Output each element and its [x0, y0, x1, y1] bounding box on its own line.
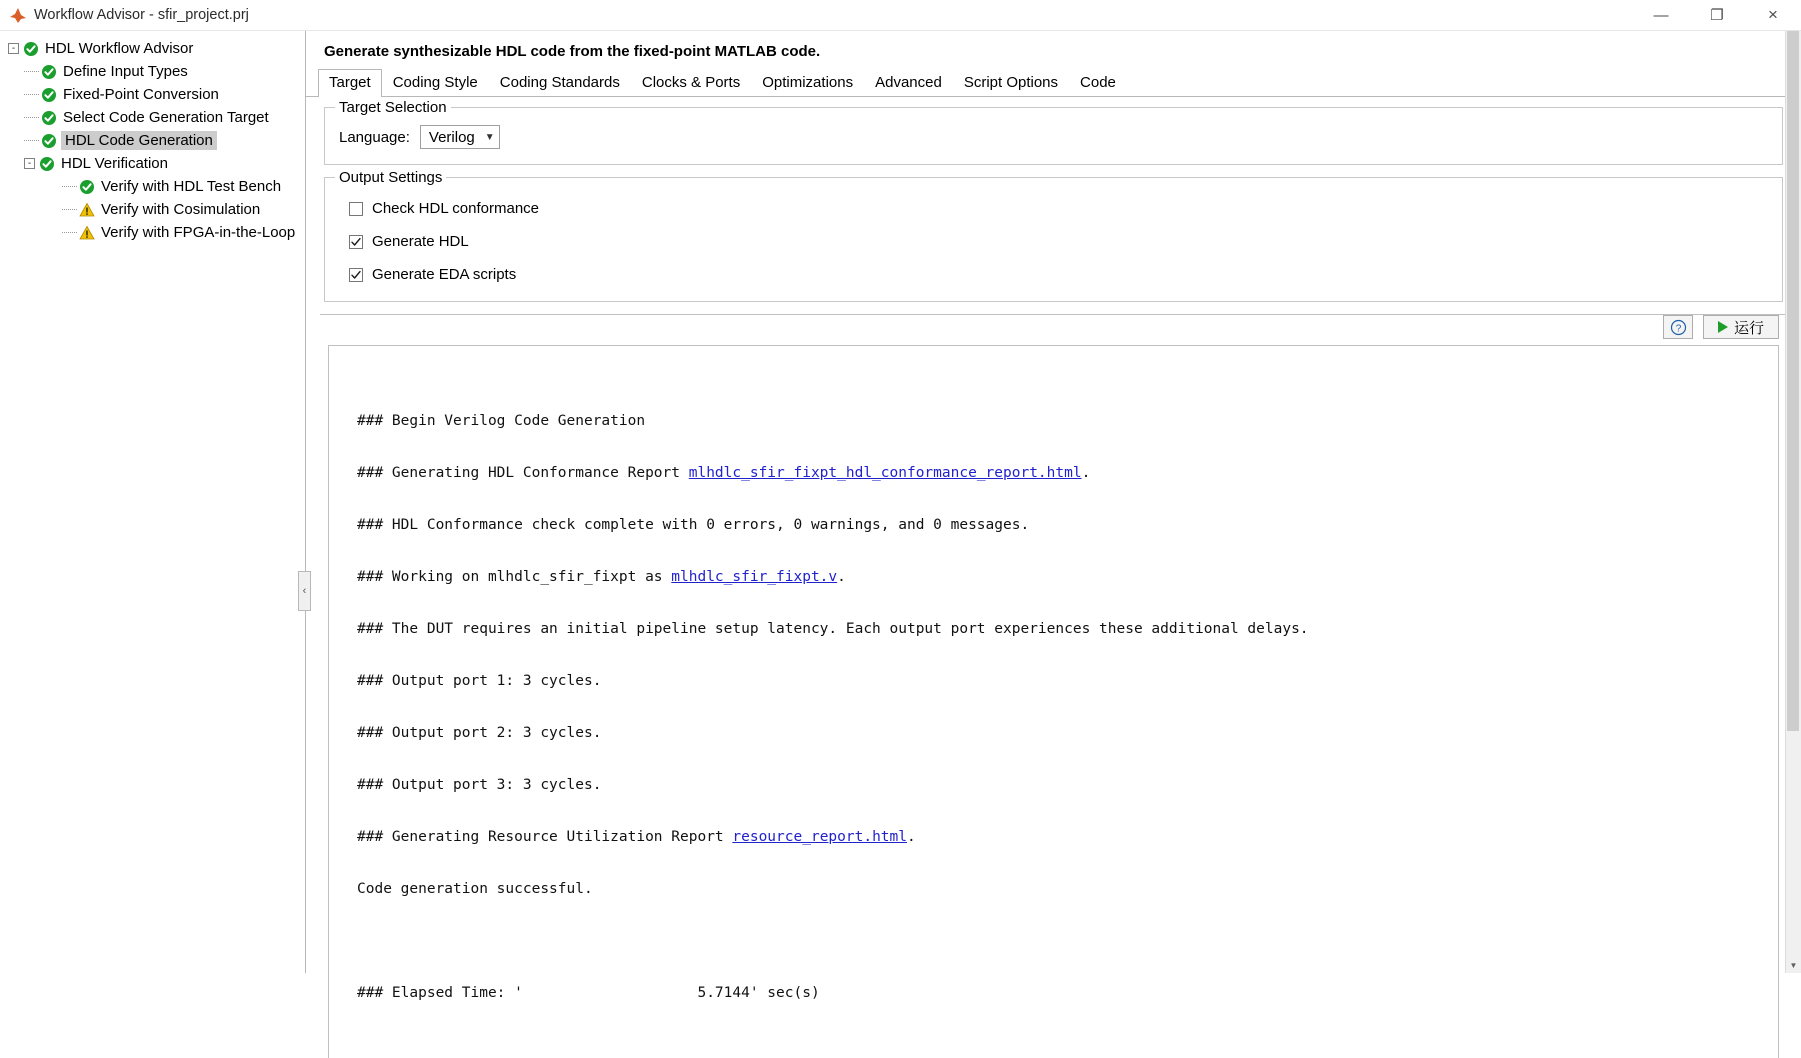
- tree-connector: [24, 71, 39, 73]
- status-done-icon: [39, 156, 55, 172]
- log-line: [357, 824, 1778, 850]
- tree-item-label: HDL Code Generation: [61, 131, 217, 150]
- log-line-prefix: ### Generating HDL Conformance Report: [357, 465, 689, 481]
- checkbox-label: Check HDL conformance: [372, 200, 540, 217]
- tree-item-root[interactable]: [0, 37, 305, 60]
- action-bar: [306, 315, 1801, 339]
- log-line: [357, 564, 1778, 590]
- tree-item-select-code-generation-target[interactable]: [0, 106, 305, 129]
- language-select-value: Verilog: [428, 128, 475, 146]
- tab-code[interactable]: Code: [1080, 74, 1116, 91]
- tree-item-label: Verify with Cosimulation: [101, 201, 261, 218]
- checkbox-box[interactable]: [349, 235, 363, 249]
- log-line-blank: [357, 928, 1778, 954]
- tab-panel-target: [306, 97, 1801, 314]
- tree-item-label: Select Code Generation Target: [63, 109, 269, 126]
- checkbox-label: Generate HDL: [372, 233, 469, 250]
- tree-item-define-input-types[interactable]: [0, 60, 305, 83]
- status-done-icon: [41, 87, 57, 103]
- status-done-icon: [79, 179, 95, 195]
- tree-connector: [62, 209, 77, 211]
- scroll-down-icon[interactable]: ▼: [1789, 961, 1798, 970]
- main-area: [0, 31, 1801, 1001]
- tab-target[interactable]: Target: [318, 69, 382, 97]
- log-line: Code generation successful.: [357, 881, 593, 897]
- tree-item-label: Define Input Types: [63, 63, 188, 80]
- log-line-prefix: ### Working on mlhdlc_sfir_fixpt as: [357, 569, 672, 585]
- tabstrip[interactable]: [306, 70, 1801, 97]
- status-done-icon: [41, 110, 57, 126]
- tab-coding-standards[interactable]: Coding Standards: [499, 74, 620, 91]
- svg-text:?: ?: [1675, 322, 1681, 334]
- tab-advanced[interactable]: Advanced: [875, 74, 942, 91]
- chevron-down-icon: ▼: [484, 131, 495, 143]
- log-line-suffix: .: [1081, 465, 1091, 481]
- target-selection-group: [324, 99, 1783, 165]
- log-text: [329, 346, 1778, 1058]
- task-pane: [306, 31, 1801, 1001]
- tree-connector: [62, 186, 77, 188]
- tree-item-fixed-point-conversion[interactable]: [0, 83, 305, 106]
- tree-connector: [24, 117, 39, 119]
- tree-item-label: Verify with HDL Test Bench: [101, 178, 282, 195]
- log-line-suffix: .: [907, 829, 916, 845]
- maximize-button[interactable]: ❐: [1710, 7, 1724, 24]
- tree-connector: [24, 94, 39, 96]
- collapse-expander-icon[interactable]: -: [8, 43, 19, 54]
- language-select[interactable]: [420, 125, 500, 149]
- matlab-icon: [8, 5, 28, 25]
- status-warning-icon: [79, 202, 95, 218]
- tree-item-label: HDL Workflow Advisor: [45, 40, 194, 57]
- log-line: ### The DUT requires an initial pipeline setup latency. Each output port experiences these additional delays.: [357, 621, 1309, 637]
- language-row: [339, 124, 1768, 150]
- status-done-icon: [41, 64, 57, 80]
- help-button[interactable]: [1663, 315, 1693, 339]
- tree-item-label: Fixed-Point Conversion: [63, 86, 219, 103]
- log-line: ### Output port 3: 3 cycles.: [357, 777, 602, 793]
- chevron-left-icon: ‹: [302, 585, 307, 597]
- status-warning-icon: [79, 225, 95, 241]
- help-icon: [1670, 319, 1687, 336]
- tree-item-label: HDL Verification: [61, 155, 168, 172]
- tab-clocks-and-ports[interactable]: Clocks & Ports: [641, 74, 741, 91]
- log-line: ### Begin Verilog Code Generation: [357, 413, 646, 429]
- tree-item-hdl-code-generation[interactable]: [0, 129, 305, 152]
- log-line: ### HDL Conformance check complete with 0 errors, 0 warnings, and 0 messages.: [357, 517, 1030, 533]
- run-button[interactable]: [1703, 315, 1779, 339]
- log-line-suffix: .: [837, 569, 846, 585]
- window-title: Workflow Advisor - sfir_project.prj: [34, 7, 249, 23]
- tree-connector: [24, 140, 39, 142]
- group-legend: Output Settings: [335, 169, 446, 186]
- checkbox-label: Generate EDA scripts: [372, 266, 517, 283]
- window-titlebar: [0, 0, 1801, 31]
- log-line: ### Elapsed Time: ' 5.7144' sec(s): [357, 985, 820, 1001]
- log-line: ### Output port 1: 3 cycles.: [357, 673, 602, 689]
- log-link-verilog-file[interactable]: mlhdlc_sfir_fixpt.v: [671, 569, 838, 585]
- page-title: Generate synthesizable HDL code from the fixed-point MATLAB code.: [324, 43, 821, 60]
- checkbox-box[interactable]: [349, 202, 363, 216]
- checkbox-check-hdl-conformance[interactable]: [339, 192, 1768, 225]
- tab-coding-style[interactable]: Coding Style: [392, 74, 478, 91]
- window-scrollbar[interactable]: [1785, 31, 1801, 973]
- tab-optimizations[interactable]: Optimizations: [762, 74, 854, 91]
- tree-item-label: Verify with FPGA-in-the-Loop: [101, 224, 296, 241]
- language-label: Language:: [339, 128, 410, 146]
- tree-item-verify-with-cosimulation[interactable]: [0, 198, 305, 221]
- output-settings-group: [324, 169, 1783, 302]
- workflow-tree[interactable]: [0, 31, 306, 973]
- pane-collapse-handle[interactable]: [298, 571, 311, 611]
- window-controls: [1633, 0, 1801, 30]
- status-done-icon: [41, 133, 57, 149]
- log-line-prefix: ### Generating Resource Utilization Report: [357, 829, 733, 845]
- checkbox-generate-eda-scripts[interactable]: [339, 258, 1768, 291]
- check-icon: [350, 236, 362, 248]
- log-link-resource-report[interactable]: resource_report.html: [732, 829, 907, 845]
- tree-item-hdl-verification[interactable]: [0, 152, 305, 175]
- group-legend: Target Selection: [335, 99, 451, 116]
- close-button[interactable]: ×: [1768, 5, 1778, 24]
- checkbox-box[interactable]: [349, 268, 363, 282]
- log-link-conformance-report[interactable]: mlhdlc_sfir_fixpt_hdl_conformance_report.html: [688, 465, 1082, 481]
- play-icon: [1718, 321, 1728, 333]
- status-done-icon: [23, 41, 39, 57]
- log-line: ### Output port 2: 3 cycles.: [357, 725, 602, 741]
- log-line: [357, 460, 1778, 486]
- minimize-button[interactable]: —: [1653, 6, 1669, 24]
- checkbox-generate-hdl[interactable]: [339, 225, 1768, 258]
- log-output-panel[interactable]: [328, 345, 1779, 1058]
- tree-connector: [62, 232, 77, 234]
- tree-item-verify-with-hdl-test-bench[interactable]: [0, 175, 305, 198]
- tab-script-options[interactable]: Script Options: [963, 74, 1059, 91]
- tree-item-verify-with-fpga-in-the-loop[interactable]: [0, 221, 305, 244]
- run-button-label: 运行: [1733, 319, 1764, 337]
- check-icon: [350, 269, 362, 281]
- scrollbar-thumb[interactable]: [1787, 31, 1799, 731]
- collapse-expander-icon[interactable]: -: [24, 158, 35, 169]
